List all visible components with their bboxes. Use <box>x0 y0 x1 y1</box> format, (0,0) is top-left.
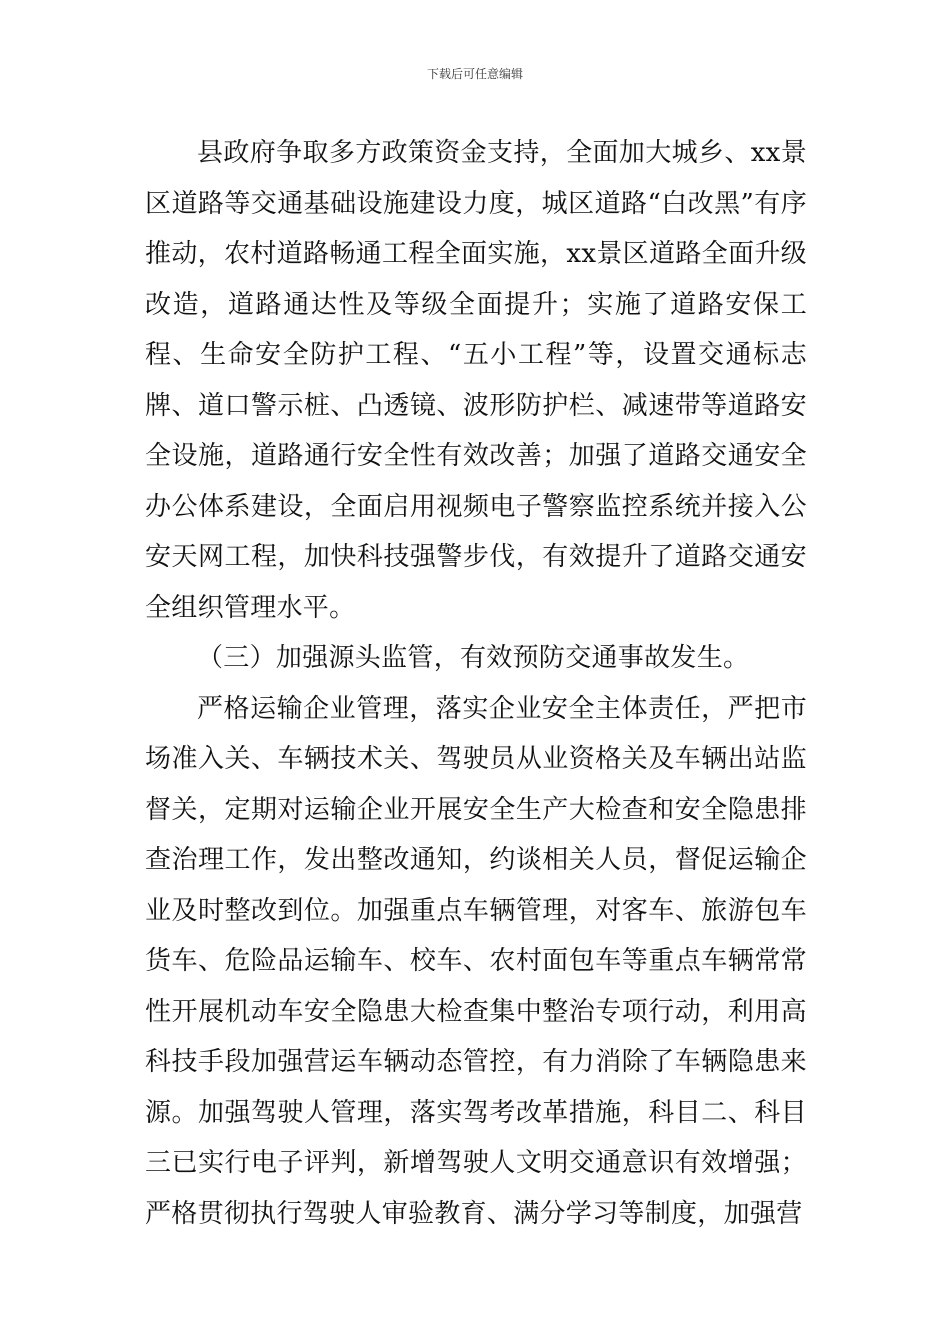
section-heading-source-supervision: （三）加强源头监管，有效预防交通事故发生。 <box>197 643 750 673</box>
paragraph-transport-enterprise: 严格运输企业管理，落实企业安全主体责任，严把市场准入关、车辆技术关、驾驶员从业资格关及车辆出站监督关，定期对运输企业开展安全生产大检查和安全隐患排查治理工作，发出整改通知，约谈相关人员，督促运输企业及时整改到位。加强重点车辆管理，对客车、旅游包车货车、危险品运输车、校车、农村面包车等重点车辆常常性开展机动车安全隐患大检查集中整治专项行动，利用高科技手段加强营运车辆动态管控，有力消除了车辆隐患来源。加强驾驶人管理，落实驾考改革措施，科目二、科目三已实行电子评判，新增驾驶人文明交通意识有效增强；严格贯彻执行驾驶人审验教育、满分学习等制度，加强营 <box>145 693 807 1229</box>
paragraph-infrastructure: 县政府争取多方政策资金支持，全面加大城乡、xx景区道路等交通基础设施建设力度，城区道路“白改黑”有序推动，农村道路畅通工程全面实施，xx景区道路全面升级改造，道路通达性及等级全面提升；实施了道路安保工程、生命安全防护工程、“五小工程”等，设置交通标志牌、道口警示桩、凸透镜、波形防护栏、减速带等道路安全设施，道路通行安全性有效改善；加强了道路交通安全办公体系建设，全面启用视频电子警察监控系统并接入公安天网工程，加快科技强警步伐，有效提升了道路交通安全组织管理水平。 <box>145 138 807 623</box>
document-body <box>145 128 807 1239</box>
page-header: 下载后可任意编辑 <box>426 67 523 81</box>
